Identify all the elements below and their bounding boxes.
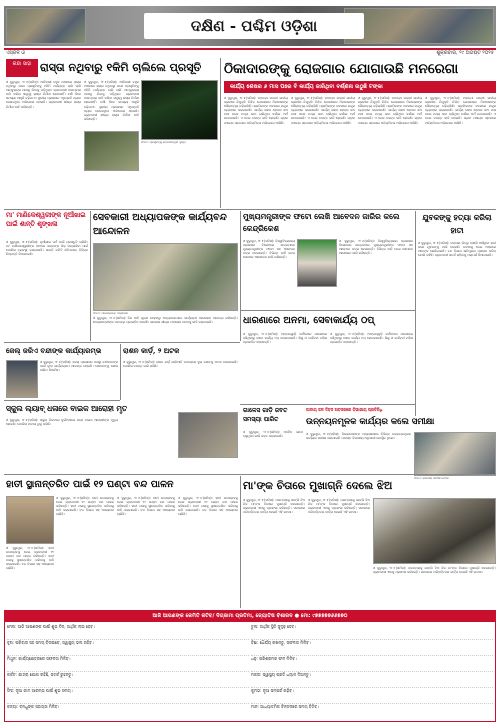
horoscope-row: ତୁଳା: ଆର୍ଥିକ ସ୍ଥିତି ସୁଦୃଢ଼ ହେବ। (251, 624, 493, 640)
story-2-body-a: ଓ ଦୁରୁପୁର, ୨୮।୮(ସମିସ): ମହାତ୍ମା ଗାନ୍ଧୀ ଜାତୀୟ ଗ୍ରାମୀଣ ନିଯୁକ୍ତି ନିଶ୍ଚିତ ଯୋଜନାରେ ଠିକାଦାରଙ୍କ ଦୌରାତ୍ମ୍ୟ ବଢ଼ିଚାଲିଛି। ଶ୍ରମିକଙ୍କ ବଦଳରେ ଯନ୍ତ୍ର ବ୍ୟବହାର କରାଯାଉଛି। କାର୍ଯ୍ୟ ଶେଷ ହେବାର ଛଅ ମାସ ପରେ ମଧ୍ୟ କାମ ଚାଲିଥିବା ଦର୍ଶାଇ ଅର୍ଥ ଉଠାଯାଉଛି। ଏ ନେଇ ତଦନ୍ତ ଦାବି ହୋଇଛି। ଗ୍ରାମ ପଞ୍ଚାୟତ ସ୍ତରରେ ଅନିୟମିତତା ଅଭିଯୋଗ ଆସିଛି। (224, 96, 288, 125)
story-11-headline: ସ୍କୁଲ ଲ୍ୟାବ୍ ଧଳାରେ ବାଇକ ଆରୋହୀ ମୃତ (6, 404, 128, 413)
masthead (4, 6, 496, 46)
story-13-photo (6, 496, 54, 544)
story-9-body-a: ଓ ଦୁରୁପୁର, ୨୮।୮(ସମିସ): ଅଙ୍ଗନୱାଡ଼ି କର୍ମୀମାନେ ଧାରଣାରେ ବସିଥିବାରୁ ସେବା କାର୍ଯ୍ୟ ଠପ୍ ହୋଇଯାଇଛି। ଶିଶୁ ଓ ଗର୍ଭବତୀ ମହିଳା ପ୍ରଭାବିତ ହେଉଛନ୍ତି। (243, 332, 327, 345)
story-9-body-b: ଓ ଦୁରୁପୁର, ୨୮।୮(ସମିସ): ଅଙ୍ଗନୱାଡ଼ି କର୍ମୀମାନେ ଧାରଣାରେ ବସିଥିବାରୁ ସେବା କାର୍ଯ୍ୟ ଠପ୍ ହୋଇଯାଇଛି। ଶିଶୁ ଓ ଗର୍ଭବତୀ ମହିଳା ପ୍ରଭାବିତ ହେଉଛନ୍ତି। (330, 332, 413, 345)
story-12-caption: ଫଟୋ: ବିଭାଗୀୟ ସମୀକ୍ଷା ବୈଠକ (414, 477, 449, 480)
horoscope-box (4, 610, 496, 722)
horoscope-row: ବୃଷ: ପରିବାର ସହ ସମୟ ବିତାଇବେ, ସ୍ୱାସ୍ଥ୍ୟ ଭଲ ରହିବ। (7, 640, 249, 656)
story-6-body: ଓ ଦୁରୁପୁର, ୨୮।୮(ସମିସ): ଜଙ୍ଗଲ ଭିତରୁ ବାହାରି ଆସିଥିବା ହାତୀ ଜଣେ ଯୁବକଙ୍କୁ ମାରି ଦେଇଛି। ଘଟଣାକୁ ନେଇ ଅଞ୍ଚଳରେ ଆତଙ୍କ ଖେଳିଯାଇଛି। ବନ ବିଭାଗ କ୍ଷତିପୂରଣ ପ୍ରଦାନ କରିବ ବୋଲି କହିଛି। ଗ୍ରାମବାସୀ ସତର୍କ ରହିବାକୁ ପରାମର୍ଶ ଦିଆଯାଇଛି। (418, 241, 496, 258)
story-5-body-a: ଓ ଦୁରୁପୁର, ୨୮।୮(ସମିସ): ବିଶ୍ୱବିଦ୍ୟାଳୟ ପ୍ରଶାସନ ବିରୋଧରେ ଛାତ୍ରମାନେ ମୁଖ୍ୟମନ୍ତ୍ରୀଙ୍କ ଫଟୋ ସହ ଆବେଦନ ପତ୍ର ଦେଇଛନ୍ତି। ବିଭିନ୍ନ ଦାବି ନେଇ ସେମାନେ ଆନ୍ଦୋଳନ ଜାରି ରଖିଛନ୍ତି। (243, 239, 295, 260)
horoscope-row: ବିଛା: ଧୈର୍ଯ୍ୟ ରଖନ୍ତୁ, ସଫଳତା ମିଳିବ। (251, 640, 493, 656)
story-13-body-a: ଓ ଦୁରୁପୁର, ୨୮।୮(ସମିସ): ହାତୀ ଉପଦ୍ରବକୁ ନେଇ ଗ୍ରାମବାସୀ ୧୨ ଘଣ୍ଟା ବନ୍ଦ ପାଳନ କରିଛନ୍ତି। ହାତୀ ପଲକୁ ସ୍ଥାନାନ୍ତରିତ କରିବାକୁ ଦାବି କରାଯାଇଛି। ବନ ବିଭାଗ ସହ ଆଲୋଚନା ଚାଲିଛି। (56, 496, 114, 517)
story-5-headline: ମୁଖ୍ୟମନ୍ତ୍ରୀଙ୍କ ଫଟୋ ଲେଖି ଆବେଦନ ଜାରିର କଲେ କେନ୍ଦ୍ରିକେଶ (243, 212, 400, 233)
story-14-body-c: ଓ ଦୁରୁପୁର, ୨୮।୮(ସମିସ): ପରମ୍ପରାକୁ ଭାଙ୍ଗି ଝିଅ ନିଜ ମା'ଙ୍କ ଚିତାରେ ମୁଖାଗ୍ନି ଦେଇଛନ୍ତି। ଗ୍ରାମବାସୀ ଏହାକୁ ପ୍ରଶଂସା କରିଛନ୍ତି। ସମାଜରେ ପରିବର୍ତ୍ତନର ବାର୍ତ୍ତା ଦେଇଛି ଏହି ଘଟଣା। (373, 566, 496, 575)
story-1-photo (141, 80, 218, 140)
story-10-headline: ଗାଳେସ ଗାଡ଼ି ଜବତ ସମସ୍ୟା ପାରିତ (243, 407, 288, 423)
story-1-headline: ରାସ୍ତା ନଥିବାରୁ ୧କିମି ଚାଲିଲେ ପ୍ରସୂତି (40, 61, 202, 74)
horoscope-row: କର୍କଟ: ଯାତ୍ରା ଯୋଗ ରହିଛି, ସତର୍କ ରୁହନ୍ତୁ। (7, 672, 249, 688)
story-7-body: ଓ ଦୁରୁପୁର, ୨୮।୮(ସମିସ): ଜେଲ୍ ପ୍ରଶାସନ ପକ୍ଷରୁ ବନ୍ଦୀମାନଙ୍କ ପାଇଁ ନୂଆ କାର୍ଯ୍ୟକ୍ରମ ଆରମ୍ଭ ହୋଇଛି। ସେମାନଙ୍କୁ ଦକ୍ଷତା ତାଲିମ ଦିଆଯିବ। (40, 360, 118, 373)
story-13-body-d: ଓ ଦୁରୁପୁର, ୨୮।୮(ସମିସ): ହାତୀ ଉପଦ୍ରବକୁ ନେଇ ଗ୍ରାମବାସୀ ୧୨ ଘଣ୍ଟା ବନ୍ଦ ପାଳନ କରିଛନ୍ତି। ହାତୀ ପଲକୁ ସ୍ଥାନାନ୍ତରିତ କରିବାକୁ ଦାବି କରାଯାଇଛି। ବନ ବିଭାଗ ସହ ଆଲୋଚନା ଚାଲିଛି। (6, 546, 54, 571)
horoscope-row: ସିଂହ: ନୂଆ କାମ ଆରମ୍ଭ ପାଇଁ ଶୁଭ ସମୟ। (7, 688, 249, 704)
story-12-body: ଓ ଦୁରୁପୁର, ୨୮।୮(ସମିସ): ଜିଲ୍ଲାପାଳଙ୍କ ଅଧ୍ୟକ୍ଷତାରେ ବିଭିନ୍ନ ଉନ୍ନୟନମୂଳକ କାର୍ଯ୍ୟର ସମୀକ୍ଷା କରାଯାଇଛି। ସମସ୍ତ ବିଭାଗୀୟ ଅଧିକାରୀ ଉପସ୍ଥିତ ଥିଲେ। (306, 432, 411, 441)
story-13-body-b: ଓ ଦୁରୁପୁର, ୨୮।୮(ସମିସ): ହାତୀ ଉପଦ୍ରବକୁ ନେଇ ଗ୍ରାମବାସୀ ୧୨ ଘଣ୍ଟା ବନ୍ଦ ପାଳନ କରିଛନ୍ତି। ହାତୀ ପଲକୁ ସ୍ଥାନାନ୍ତରିତ କରିବାକୁ ଦାବି କରାଯାଇଛି। ବନ ବିଭାଗ ସହ ଆଲୋଚନା ଚାଲିଛି। (117, 496, 175, 517)
story-14-body-a: ଓ ଦୁରୁପୁର, ୨୮।୮(ସମିସ): ପରମ୍ପରାକୁ ଭାଙ୍ଗି ଝିଅ ନିଜ ମା'ଙ୍କ ଚିତାରେ ମୁଖାଗ୍ନି ଦେଇଛନ୍ତି। ଗ୍ରାମବାସୀ ଏହାକୁ ପ୍ରଶଂସା କରିଛନ୍ତି। ସମାଜରେ ପରିବର୍ତ୍ତନର ବାର୍ତ୍ତା ଦେଇଛି ଏହି ଘଟଣା। (243, 498, 305, 515)
story-1-body: ଓ ଦୁରୁପୁର, ୨୮।୮(ସମିସ): ଆଦିବାସୀ ବହୁଳ ଅଞ୍ଚଳରେ ରାସ୍ତା ନଥିବାରୁ ଜଣେ ପ୍ରସୂତିଙ୍କୁ ୧କିମି ପର୍ଯ୍ୟନ୍ତ ଚାଲି ଚାଲି ଆମ୍ବୁଲାନ୍ସ ପାଖକୁ ଯିବାକୁ ପଡ଼ିଥିଲା। ଗ୍ରାମବାସୀ ବାରମ୍ବାର ଦାବି କରିବା ସତ୍ତ୍ୱେ ରାସ୍ତା ନିର୍ମାଣ ହୋଇନାହିଁ। ବର୍ଷା ଦିନେ ସମସ୍ୟା ଆହୁରି ବଢ଼ିଯାଏ। ସ୍ଥାନୀୟ ପ୍ରଶାସନ ଏଥିପ୍ରତି ଧ୍ୟାନ ଦେଉନଥିବା ଅଭିଯୋଗ ହୋଇଛି। ଗ୍ରାମବାସୀ ଶୀଘ୍ର ରାସ୍ତା ନିର୍ମାଣ ଦାବି କରିଛନ୍ତି। (6, 80, 81, 109)
story-11-body: ଓ ଦୁରୁପୁର, ୨୮।୮(ସମିସ): ସ୍କୁଲ ନିକଟରେ ଦୁର୍ଘଟଣାରେ ଜଣେ ବାଇକ ଆରୋହୀଙ୍କ ମୃତ୍ୟୁ ହୋଇଛି। ପୋଲିସ ମାମଲା ରୁଜୁ କରିଛି। (6, 418, 118, 427)
page-date: ଶୁକ୍ରବାର, ୨୯ ଅଗଷ୍ଟ ୨୦୨୫ (436, 50, 494, 56)
masthead-title: ଦକ୍ଷିଣ - ପଶ୍ଚିମ ଓଡ଼ିଶା (144, 13, 364, 39)
story-13-body-c: ଓ ଦୁରୁପୁର, ୨୮।୮(ସମିସ): ହାତୀ ଉପଦ୍ରବକୁ ନେଇ ଗ୍ରାମବାସୀ ୧୨ ଘଣ୍ଟା ବନ୍ଦ ପାଳନ କରିଛନ୍ତି। ହାତୀ ପଲକୁ ସ୍ଥାନାନ୍ତରିତ କରିବାକୁ ଦାବି କରାଯାଇଛି। ବନ ବିଭାଗ ସହ ଆଲୋଚନା ଚାଲିଛି। (178, 496, 238, 517)
horoscope-header: ଆଜି ଆପଣଙ୍କ କେମିତି କଟିବ/ ଦିଗ୍‌ଜାମା ପ୍ରତିମା, ଜ୍ୟୋତିଷ ବିଶାରଦ ● ମୋ: ୯୭୭୭୭୭୬୬୭୭୦ (5, 611, 495, 622)
page-label: ଏସ୍‌ଜଳ ଓ (6, 50, 25, 56)
story-5-body-b: ଓ ଦୁରୁପୁର, ୨୮।୮(ସମିସ): ବିଶ୍ୱବିଦ୍ୟାଳୟ ପ୍ରଶାସନ ବିରୋଧରେ ଛାତ୍ରମାନେ ମୁଖ୍ୟମନ୍ତ୍ରୀଙ୍କ ଫଟୋ ସହ ଆବେଦନ ପତ୍ର ଦେଇଛନ୍ତି। ବିଭିନ୍ନ ଦାବି ନେଇ ସେମାନେ ଆନ୍ଦୋଳନ ଜାରି ରଖିଛନ୍ତି। (339, 239, 413, 256)
story-2-body-b: ଓ ଦୁରୁପୁର, ୨୮।୮(ସମିସ): ମହାତ୍ମା ଗାନ୍ଧୀ ଜାତୀୟ ଗ୍ରାମୀଣ ନିଯୁକ୍ତି ନିଶ୍ଚିତ ଯୋଜନାରେ ଠିକାଦାରଙ୍କ ଦୌରାତ୍ମ୍ୟ ବଢ଼ିଚାଲିଛି। ଶ୍ରମିକଙ୍କ ବଦଳରେ ଯନ୍ତ୍ର ବ୍ୟବହାର କରାଯାଉଛି। କାର୍ଯ୍ୟ ଶେଷ ହେବାର ଛଅ ମାସ ପରେ ମଧ୍ୟ କାମ ଚାଲିଥିବା ଦର୍ଶାଇ ଅର୍ଥ ଉଠାଯାଉଛି। ଏ ନେଇ ତଦନ୍ତ ଦାବି ହୋଇଛି। ଗ୍ରାମ ପଞ୍ଚାୟତ ସ୍ତରରେ ଅନିୟମିତତା ଅଭିଯୋଗ ଆସିଛି। (291, 96, 355, 125)
story-2-headline: ଠିକାଦାରଙ୍କୁ ରୋଜଗାର ଯୋଗାଉଛି ମନରେଗା (224, 61, 459, 77)
story-14-body-b: ଓ ଦୁରୁପୁର, ୨୮।୮(ସମିସ): ପରମ୍ପରାକୁ ଭାଙ୍ଗି ଝିଅ ନିଜ ମା'ଙ୍କ ଚିତାରେ ମୁଖାଗ୍ନି ଦେଇଛନ୍ତି। ଗ୍ରାମବାସୀ ଏହାକୁ ପ୍ରଶଂସା କରିଛନ୍ତି। ସମାଜରେ ପରିବର୍ତ୍ତନର ବାର୍ତ୍ତା ଦେଇଛି ଏହି ଘଟଣା। (308, 498, 370, 515)
story-1-caption: ଫଟୋ: ପ୍ରସୂତିଙ୍କୁ ନେଇଯାଉଥିବା ଦୃଶ୍ୟ (141, 141, 186, 144)
story-7-photo (6, 360, 38, 398)
story-2-body-d: ଓ ଦୁରୁପୁର, ୨୮।୮(ସମିସ): ମହାତ୍ମା ଗାନ୍ଧୀ ଜାତୀୟ ଗ୍ରାମୀଣ ନିଯୁକ୍ତି ନିଶ୍ଚିତ ଯୋଜନାରେ ଠିକାଦାରଙ୍କ ଦୌରାତ୍ମ୍ୟ ବଢ଼ିଚାଲିଛି। ଶ୍ରମିକଙ୍କ ବଦଳରେ ଯନ୍ତ୍ର ବ୍ୟବହାର କରାଯାଉଛି। କାର୍ଯ୍ୟ ଶେଷ ହେବାର ଛଅ ମାସ ପରେ ମଧ୍ୟ କାମ ଚାଲିଥିବା ଦର୍ଶାଇ ଅର୍ଥ ଉଠାଯାଉଛି। ଏ ନେଇ ତଦନ୍ତ ଦାବି ହୋଇଛି। ଗ୍ରାମ ପଞ୍ଚାୟତ ସ୍ତରରେ ଅନିୟମିତତା ଅଭିଯୋଗ ଆସିଛି। (425, 96, 496, 125)
story-14-headline: ମା'ଙ୍କ ଚିତାରେ ମୁଖାଗ୍ନି ଦେଲେ ଝିଅ (243, 480, 393, 492)
story-8-headline: ରାଶନ କାର୍ଡ଼, ୨ ଅଟକ (123, 346, 180, 355)
story-12-kicker: ଜାତୀୟ ଜଳ ଦିବସ ଅବସରରେ ବିଭାଗୀୟ ପ୍ରତିନିଧି (306, 407, 383, 412)
story-8-body: ଓ ଦୁରୁପୁର, ୨୮।୮(ସମିସ): ରାଶନ କାର୍ଡ଼ ଜାଲିଆତି ମାମଲାରେ ଦୁଇ ଜଣଙ୍କୁ ଅଟକ ରଖାଯାଇଛି। ପୋଲିସ ତଦନ୍ତ ଜାରି ରଖିଛି। (123, 360, 238, 369)
story-5-photo (297, 239, 337, 287)
horoscope-row: ମୀନ: ଆଧ୍ୟାତ୍ମିକ ଚିନ୍ତନରେ ସମୟ ବିତିବ। (251, 704, 319, 709)
horoscope-row: କୁମ୍ଭ: ନୂଆ ସମ୍ପର୍କ ଗଢ଼ିବ। (251, 688, 493, 704)
horoscope-row: ମିଥୁନ: କାର୍ଯ୍ୟକ୍ଷେତ୍ରରେ ସଫଳତା ମିଳିବ। (7, 656, 249, 672)
horoscope-row: ମକର: ସ୍ୱାସ୍ଥ୍ୟ ପ୍ରତି ଧ୍ୟାନ ଦିଅନ୍ତୁ। (251, 672, 493, 688)
story-4-caption: ଫଟୋ: ଆନ୍ଦୋଳନରେ ଅଧ୍ୟାପକ (93, 312, 128, 315)
story-2-body-c: ଓ ଦୁରୁପୁର, ୨୮।୮(ସମିସ): ମହାତ୍ମା ଗାନ୍ଧୀ ଜାତୀୟ ଗ୍ରାମୀଣ ନିଯୁକ୍ତି ନିଶ୍ଚିତ ଯୋଜନାରେ ଠିକାଦାରଙ୍କ ଦୌରାତ୍ମ୍ୟ ବଢ଼ିଚାଲିଛି। ଶ୍ରମିକଙ୍କ ବଦଳରେ ଯନ୍ତ୍ର ବ୍ୟବହାର କରାଯାଉଛି। କାର୍ଯ୍ୟ ଶେଷ ହେବାର ଛଅ ମାସ ପରେ ମଧ୍ୟ କାମ ଚାଲିଥିବା ଦର୍ଶାଇ ଅର୍ଥ ଉଠାଯାଉଛି। ଏ ନେଇ ତଦନ୍ତ ଦାବି ହୋଇଛି। ଗ୍ରାମ ପଞ୍ଚାୟତ ସ୍ତରରେ ଅନିୟମିତତା ଅଭିଯୋଗ ଆସିଛି। (358, 96, 422, 125)
story-1-kicker: କନ୍ଦା ସାହା (6, 59, 38, 77)
story-2-subhead: କାର୍ଯ୍ୟ ଶେଷର ୬ ମାସ ପରେ ବି କାର୍ଯ୍ୟ ଜାରିଥିବା ବର୍ଣ୍ଣନା ଉଠୁଛି ଟଙ୍କା (224, 81, 496, 93)
story-4-body: ଓ ଦୁରୁପୁର, ୨୮।୮(ସମିସ): ନିଜ ଦାବି ପୂରଣ ନହେବାରୁ ଅଧ୍ୟାପକମାନେ କାର୍ଯ୍ୟବନ୍ଦ ଆନ୍ଦୋଳନ ଆରମ୍ଭ କରିଛନ୍ତି। ଛାତ୍ରଛାତ୍ରୀଙ୍କ ପାଠପଢ଼ା ପ୍ରଭାବିତ ହେଉଛି। ସରକାର ଶୀଘ୍ର ପଦକ୍ଷେପ ନେବାକୁ ଦାବି କରାଯାଇଛି। (93, 316, 238, 325)
story-13-headline: ହାତୀ ସ୍ଥାନାନ୍ତରିତ ପାଇଁ ୧୨ ଘଣ୍ଟା ବନ୍ଦ ପାଳନ (6, 479, 174, 490)
masthead-photo-right (344, 8, 494, 44)
story-4-headline: ସେବକାରୀ ଅଧ୍ୟାପକଙ୍କ କାର୍ଯ୍ୟବନ୍ଦ ଆନ୍ଦୋଳନ (93, 212, 227, 237)
horoscope-row: ଧନୁ: ପରିଶ୍ରମର ଫଳ ମିଳିବ। (251, 656, 493, 672)
story-1-photo-2 (84, 131, 139, 171)
story-10-body: ଓ ଦୁରୁପୁର, ୨୮।୮(ସମିସ): ଅବୈଧ ଭାବେ ଚାଲୁଥିବା ଗାଡ଼ି ଜବତ କରାଯାଇଛି। (243, 430, 303, 439)
story-14-photo (373, 498, 496, 564)
story-4-photo (93, 243, 238, 311)
story-3-headline: ମା' ମାଣିକେଶ୍ୱରୀଙ୍କ ନୂଆଁଖାଇ ପାଇଁ ଶାନ୍ତି ଶୃଙ୍ଖଳା (6, 211, 86, 228)
story-1-body-cont: ଓ ଦୁରୁପୁର, ୨୮।୮(ସମିସ): ଆଦିବାସୀ ବହୁଳ ଅଞ୍ଚଳରେ ରାସ୍ତା ନଥିବାରୁ ଜଣେ ପ୍ରସୂତିଙ୍କୁ ୧କିମି ପର୍ଯ୍ୟନ୍ତ ଚାଲି ଚାଲି ଆମ୍ବୁଲାନ୍ସ ପାଖକୁ ଯିବାକୁ ପଡ଼ିଥିଲା। ଗ୍ରାମବାସୀ ବାରମ୍ବାର ଦାବି କରିବା ସତ୍ତ୍ୱେ ରାସ୍ତା ନିର୍ମାଣ ହୋଇନାହିଁ। ବର୍ଷା ଦିନେ ସମସ୍ୟା ଆହୁରି ବଢ଼ିଯାଏ। ସ୍ଥାନୀୟ ପ୍ରଶାସନ ଏଥିପ୍ରତି ଧ୍ୟାନ ଦେଉନଥିବା ଅଭିଯୋଗ ହୋଇଛି। ଗ୍ରାମବାସୀ ଶୀଘ୍ର ରାସ୍ତା ନିର୍ମାଣ ଦାବି କରିଛନ୍ତି। (84, 80, 139, 121)
story-12-headline: ଉନ୍ନୟନମୂଳକ କାର୍ଯ୍ୟର କଲେ ସମୀକ୍ଷା (306, 417, 435, 427)
masthead-photo-left (6, 8, 86, 44)
story-6-headline: ଯୁବକଙ୍କୁ ହତ୍ୟା କରିଲା ହାତୀ (422, 213, 492, 235)
story-9-headline: ଧାରଣାରେ ଅନମା, ସେବାକାର୍ଯ୍ୟ ଠପ୍ (243, 315, 375, 326)
story-7-headline: ଜେଲ୍ ଜରିଏ ବନ୍ଦୀଙ୍କ କାର୍ଯ୍ୟାରମ୍ଭ (6, 346, 102, 355)
horoscope-row: କନ୍ୟା: ବନ୍ଧୁଙ୍କ ସହାୟତା ମିଳିବ। (7, 704, 60, 709)
horoscope-row: ମେଷ: ଆଜି ଆପଣଙ୍କ ପାଇଁ ଶୁଭ ଦିନ, ଆର୍ଥିକ ଲାଭ ହେବ। (7, 624, 249, 640)
story-11-photo (178, 412, 238, 458)
story-3-body: ଓ ଦୁରୁପୁର, ୨୮।୮(ସମିସ): ନୂଆଁଖାଇ ପର୍ବ ପାଇଁ ପ୍ରସ୍ତୁତି ଚାଲିଛି। ମା' ମାଣିକେଶ୍ୱରୀଙ୍କ ପୀଠରେ ଭକ୍ତଙ୍କ ଭିଡ଼ ସମ୍ଭାଳିବା ପାଇଁ ପୋଲିସ ବ୍ୟବସ୍ଥା କରାଯାଇଛି। ଶାନ୍ତି କମିଟି ବୈଠକରେ ବିଭିନ୍ନ ନିଷ୍ପତ୍ତି ନିଆଯାଇଛି। (6, 240, 88, 257)
story-12-photo (414, 432, 496, 476)
